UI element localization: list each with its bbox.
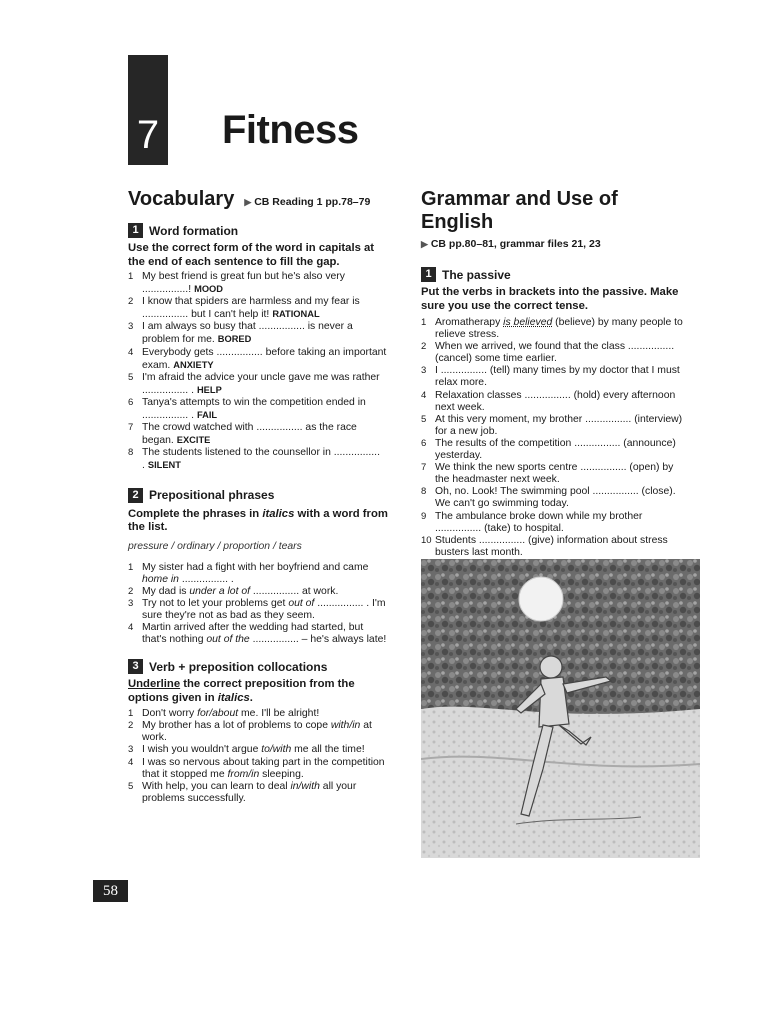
arrow-icon: ▶ [244,197,252,207]
vocabulary-header [128,188,390,211]
item-text: Everybody gets ................ before taking an important exam. [142,346,387,371]
item-italic: under a lot of [189,585,251,597]
item-text: me all the time! [291,744,365,756]
list-item [421,438,686,462]
item-text: When we arrived, we found that the class ................ (cancel) some time earlier. [435,341,675,365]
item-text: With help, you can learn to deal [142,780,291,792]
grammar-exercise-1-header [421,267,686,282]
exercise-2-list [128,562,390,647]
item-number: 8 [128,447,134,459]
chapter-number-box [128,55,168,165]
exercise-number-box: 1 [128,223,143,238]
instruction-italic: italics [217,691,250,704]
grammar-exercise-1-list [421,317,686,559]
item-text: me. I'll be alright! [238,708,320,720]
item-text: ................ . I'm sure they're not as bad as they seem. [142,597,386,621]
item-text: My sister had a fight with her boyfriend and came [142,561,369,573]
exercise-instruction [128,678,390,705]
item-keyword: EXCITE [176,435,211,446]
item-text: The students listened to the counsellor in ................ . [142,447,380,472]
item-text: I know that spiders are harmless and my fear is ................ but I can't help it! [142,296,360,321]
item-text: The crowd watched with ................ as the race began. [142,422,357,447]
exercise-1-header [128,223,390,238]
item-number: 8 [421,486,427,498]
vocabulary-column [128,188,390,805]
list-item [421,462,686,486]
instruction-text: the correct preposition from the options given in [128,678,355,704]
item-text: I was so nervous about taking part in the competition that it stopped me [142,756,385,780]
list-item [128,598,390,622]
item-italic: in/with [290,780,320,792]
exercise-number-box: 1 [421,267,436,282]
item-text: I wish you wouldn't argue [142,744,262,756]
instruction-text: with a word from the list. [128,507,388,533]
item-keyword: HELP [196,384,222,395]
item-number: 2 [128,585,134,597]
item-italic: is believed [503,317,553,328]
item-keyword: SILENT [147,460,181,471]
exercise-2-header [128,488,390,503]
item-number: 1 [128,708,134,720]
item-text: ................ at work. [250,585,339,597]
photo-illustration [421,559,700,858]
item-number: 1 [421,317,427,328]
item-text: Try not to let your problems get [142,597,289,609]
list-item [128,422,390,447]
item-text: Tanya's attempts to win the competition ended in ................ . [142,396,366,422]
item-number: 1 [128,561,134,573]
item-number: 5 [128,780,134,792]
item-text: We think the new sports centre ................ (open) by the headmaster next week. [435,462,674,486]
item-text: Students ................ (give) information about stress busters last month. [435,534,668,558]
item-text: I ................ (tell) many times by my doctor that I must relax more. [435,365,680,389]
list-item [128,586,390,598]
exercise-title: The passive [442,267,511,282]
vocabulary-heading: Vocabulary [128,188,235,210]
list-item [421,317,686,341]
list-item [128,622,390,646]
item-text: Relaxation classes ................ (hold) every afternoon next week. [435,389,676,413]
item-number: 4 [128,756,134,768]
list-item [128,757,390,781]
chapter-number: 7 [136,113,160,157]
item-keyword: ANXIETY [173,359,214,370]
instruction-underline: Underline [128,678,181,691]
list-item [421,390,686,414]
item-number: 9 [421,510,427,522]
exercise-instruction: Use the correct form of the word in capitals at the end of each sentence to fill the gap. [128,242,375,268]
list-item [128,744,390,756]
list-item [128,321,390,346]
item-number: 3 [421,365,427,377]
list-item [128,347,390,372]
item-number: 7 [421,462,427,474]
arrow-icon: ▶ [421,239,428,249]
item-text: I'm afraid the advice your uncle gave me was rather ................ . [142,371,380,396]
list-item [128,562,390,586]
list-item [128,372,390,397]
item-keyword: FAIL [196,410,218,421]
page-number: 58 [93,880,128,902]
exercise-title: Prepositional phrases [149,488,275,502]
item-number: 1 [128,271,134,282]
list-item [128,720,390,744]
item-number: 4 [128,621,134,633]
exercise-instruction [128,508,390,535]
item-number: 5 [421,413,427,425]
exercise-instruction: Put the verbs in brackets into the passive. Make sure you use the correct tense. [421,286,679,312]
item-text: (believe) by many people to relieve stress. [435,317,683,341]
item-italic: out of [288,597,315,609]
item-italic: for/about [197,708,239,720]
item-number: 2 [128,720,134,732]
list-item [421,535,686,559]
grammar-column [421,188,686,559]
list-item [421,414,686,438]
item-text: At this very moment, my brother ................ (interview) for a new job. [435,413,683,437]
item-number: 2 [421,341,427,353]
item-number: 7 [128,422,134,434]
item-keyword: MOOD [194,284,223,295]
item-text: Aromatherapy [435,317,504,328]
item-text: The ambulance broke down while my brother ................ (take) to hospital. [435,510,643,534]
item-number: 2 [128,296,134,308]
list-item [128,296,390,321]
item-text: My dad is [142,585,190,597]
item-keyword: BORED [217,334,252,345]
vocabulary-ref [244,196,370,208]
grammar-heading: Grammar and Use of English [421,188,618,233]
grammar-ref-text: CB pp.80–81, grammar files 21, 23 [430,238,601,250]
list-item [421,486,686,510]
list-item [128,708,390,720]
item-number: 5 [128,371,134,383]
item-italic: to/with [261,744,292,756]
exercise-number-box: 3 [128,659,143,674]
exercise-number-box: 2 [128,488,143,503]
item-italic: home in [142,573,179,585]
item-italic: from/in [227,768,260,780]
item-text: all your problems successfully. [142,780,357,804]
list-item [421,341,686,365]
list-item [128,781,390,805]
list-item [421,511,686,535]
item-text: sleeping. [259,768,304,780]
instruction-text: . [249,691,253,704]
exercise-title: Verb + preposition collocations [149,659,328,674]
item-number: 4 [128,346,134,358]
instruction-italic: italics [262,507,295,520]
item-number: 6 [128,396,134,408]
list-item [128,397,390,422]
item-text: Oh, no. Look! The swimming pool ................ (close). We can't go swimming today. [435,486,676,510]
item-number: 4 [421,389,427,401]
exercise-3-header [128,659,390,674]
item-text: Don't worry [142,708,198,720]
vocabulary-ref-text: CB Reading 1 pp.78–79 [254,196,371,208]
photo-woman-exercising [421,559,700,858]
word-list: pressure / ordinary / proportion / tears [128,540,302,552]
item-number: 6 [421,437,427,449]
item-keyword: RATIONAL [272,309,320,320]
item-text: My best friend is great fun but he's also very ................! [142,271,345,296]
item-number: 3 [128,321,134,333]
item-italic: with/in [330,720,361,732]
grammar-ref [421,238,686,250]
exercise-1-list [128,271,390,473]
item-text: My brother has a lot of problems to cope [142,720,331,732]
instruction-text: Complete the phrases in [128,507,263,520]
item-number: 3 [128,597,134,609]
list-item [421,365,686,389]
item-text: I am always so busy that ................ is never a problem for me. [142,321,353,346]
item-text: ................ . [178,573,234,585]
list-item [128,447,390,472]
item-number: 3 [128,744,134,756]
chapter-title: Fitness [222,108,359,152]
item-italic: out of the [206,634,250,646]
exercise-title: Word formation [149,223,239,238]
item-number: 10 [421,534,432,546]
item-text: Martin arrived after the wedding had started, but that's nothing [142,621,364,646]
item-text: The results of the competition ................ (announce) yesterday. [435,437,676,462]
item-text: at work. [142,720,372,744]
item-text: ................ – he's always late! [249,634,387,646]
exercise-3-list [128,708,390,805]
list-item [128,271,390,296]
